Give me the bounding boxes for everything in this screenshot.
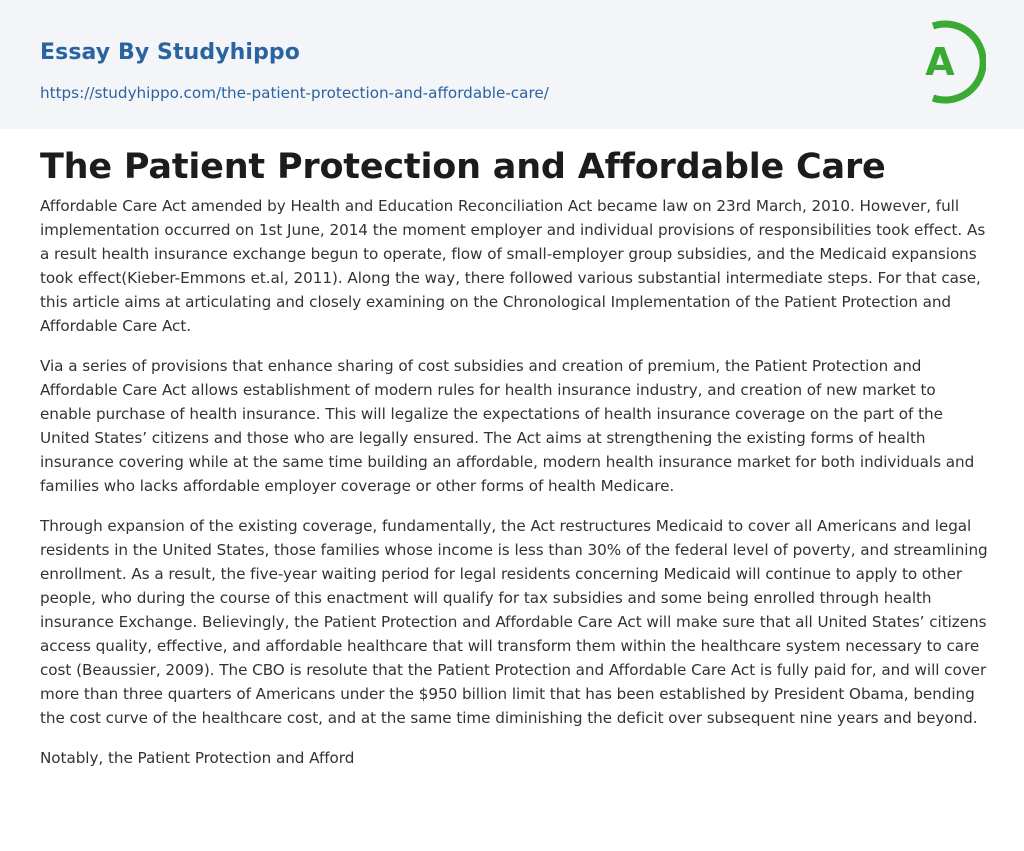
article-paragraph: Through expansion of the existing coverage, fundamentally, the Act restructures Medicaid to cover all Americans and legal residents in the United States, those families whose income is less than 30% of the federal level of poverty, and streamlining enrollment. As a result, the five-year waiting period for legal residents concerning Medicaid will continue to apply to other people, who during the course of this enactment will qualify for tax subsidies and some being enrolled through health insurance Exchange. Believingly, the Patient Protection and Affordable Care Act will make sure that all United States’ citizens access quality, effective, and affordable healthcare that will transform them within the healthcare system necessary to care cost (Beaussier, 2009). The CBO is resolute that the Patient Protection and Affordable Care Act is fully paid for, and will cover more than three quarters of Americans under the $950 billion limit that has been established by President Obama, bending the cost curve of the healthcare cost, and at the same time diminishing the deficit over subsequent nine years and beyond. bbox=[40, 517, 988, 727]
studyhippo-logo-icon[interactable] bbox=[912, 18, 986, 106]
article-body bbox=[40, 194, 988, 786]
logo-letter: A bbox=[925, 40, 955, 84]
article-paragraph: Affordable Care Act amended by Health and Education Reconciliation Act became law on 23rd March, 2010. However, full implementation occurred on 1st June, 2014 the moment employer and individual provisions of responsibilities took effect. As a result health insurance exchange begun to operate, flow of small-employer group subsidies, and the Medicaid expansions took effect(Kieber-Emmons et.al, 2011). Along the way, there followed various substantial intermediate steps. For that case, this article aims at articulating and closely examining on the Chronological Implementation of the Patient Protection and Affordable Care Act. bbox=[40, 197, 986, 335]
article-paragraph: Via a series of provisions that enhance sharing of cost subsidies and creation of premium, the Patient Protection and Affordable Care Act allows establishment of modern rules for health insurance industry, and creation of new market to enable purchase of health insurance. This will legalize the expectations of health insurance coverage on the part of the United States’ citizens and those who are legally ensured. The Act aims at strengthening the existing forms of health insurance covering while at the same time building an affordable, modern health insurance market for both individuals and families who lacks affordable employer coverage or other forms of health Medicare. bbox=[40, 357, 975, 495]
article-url-link[interactable]: https://studyhippo.com/the-patient-protection-and-affordable-care/ bbox=[40, 84, 549, 102]
article-paragraph: Notably, the Patient Protection and Afford bbox=[40, 749, 355, 767]
page-title: The Patient Protection and Affordable Care bbox=[40, 147, 886, 187]
site-title[interactable]: Essay By Studyhippo bbox=[40, 40, 300, 65]
